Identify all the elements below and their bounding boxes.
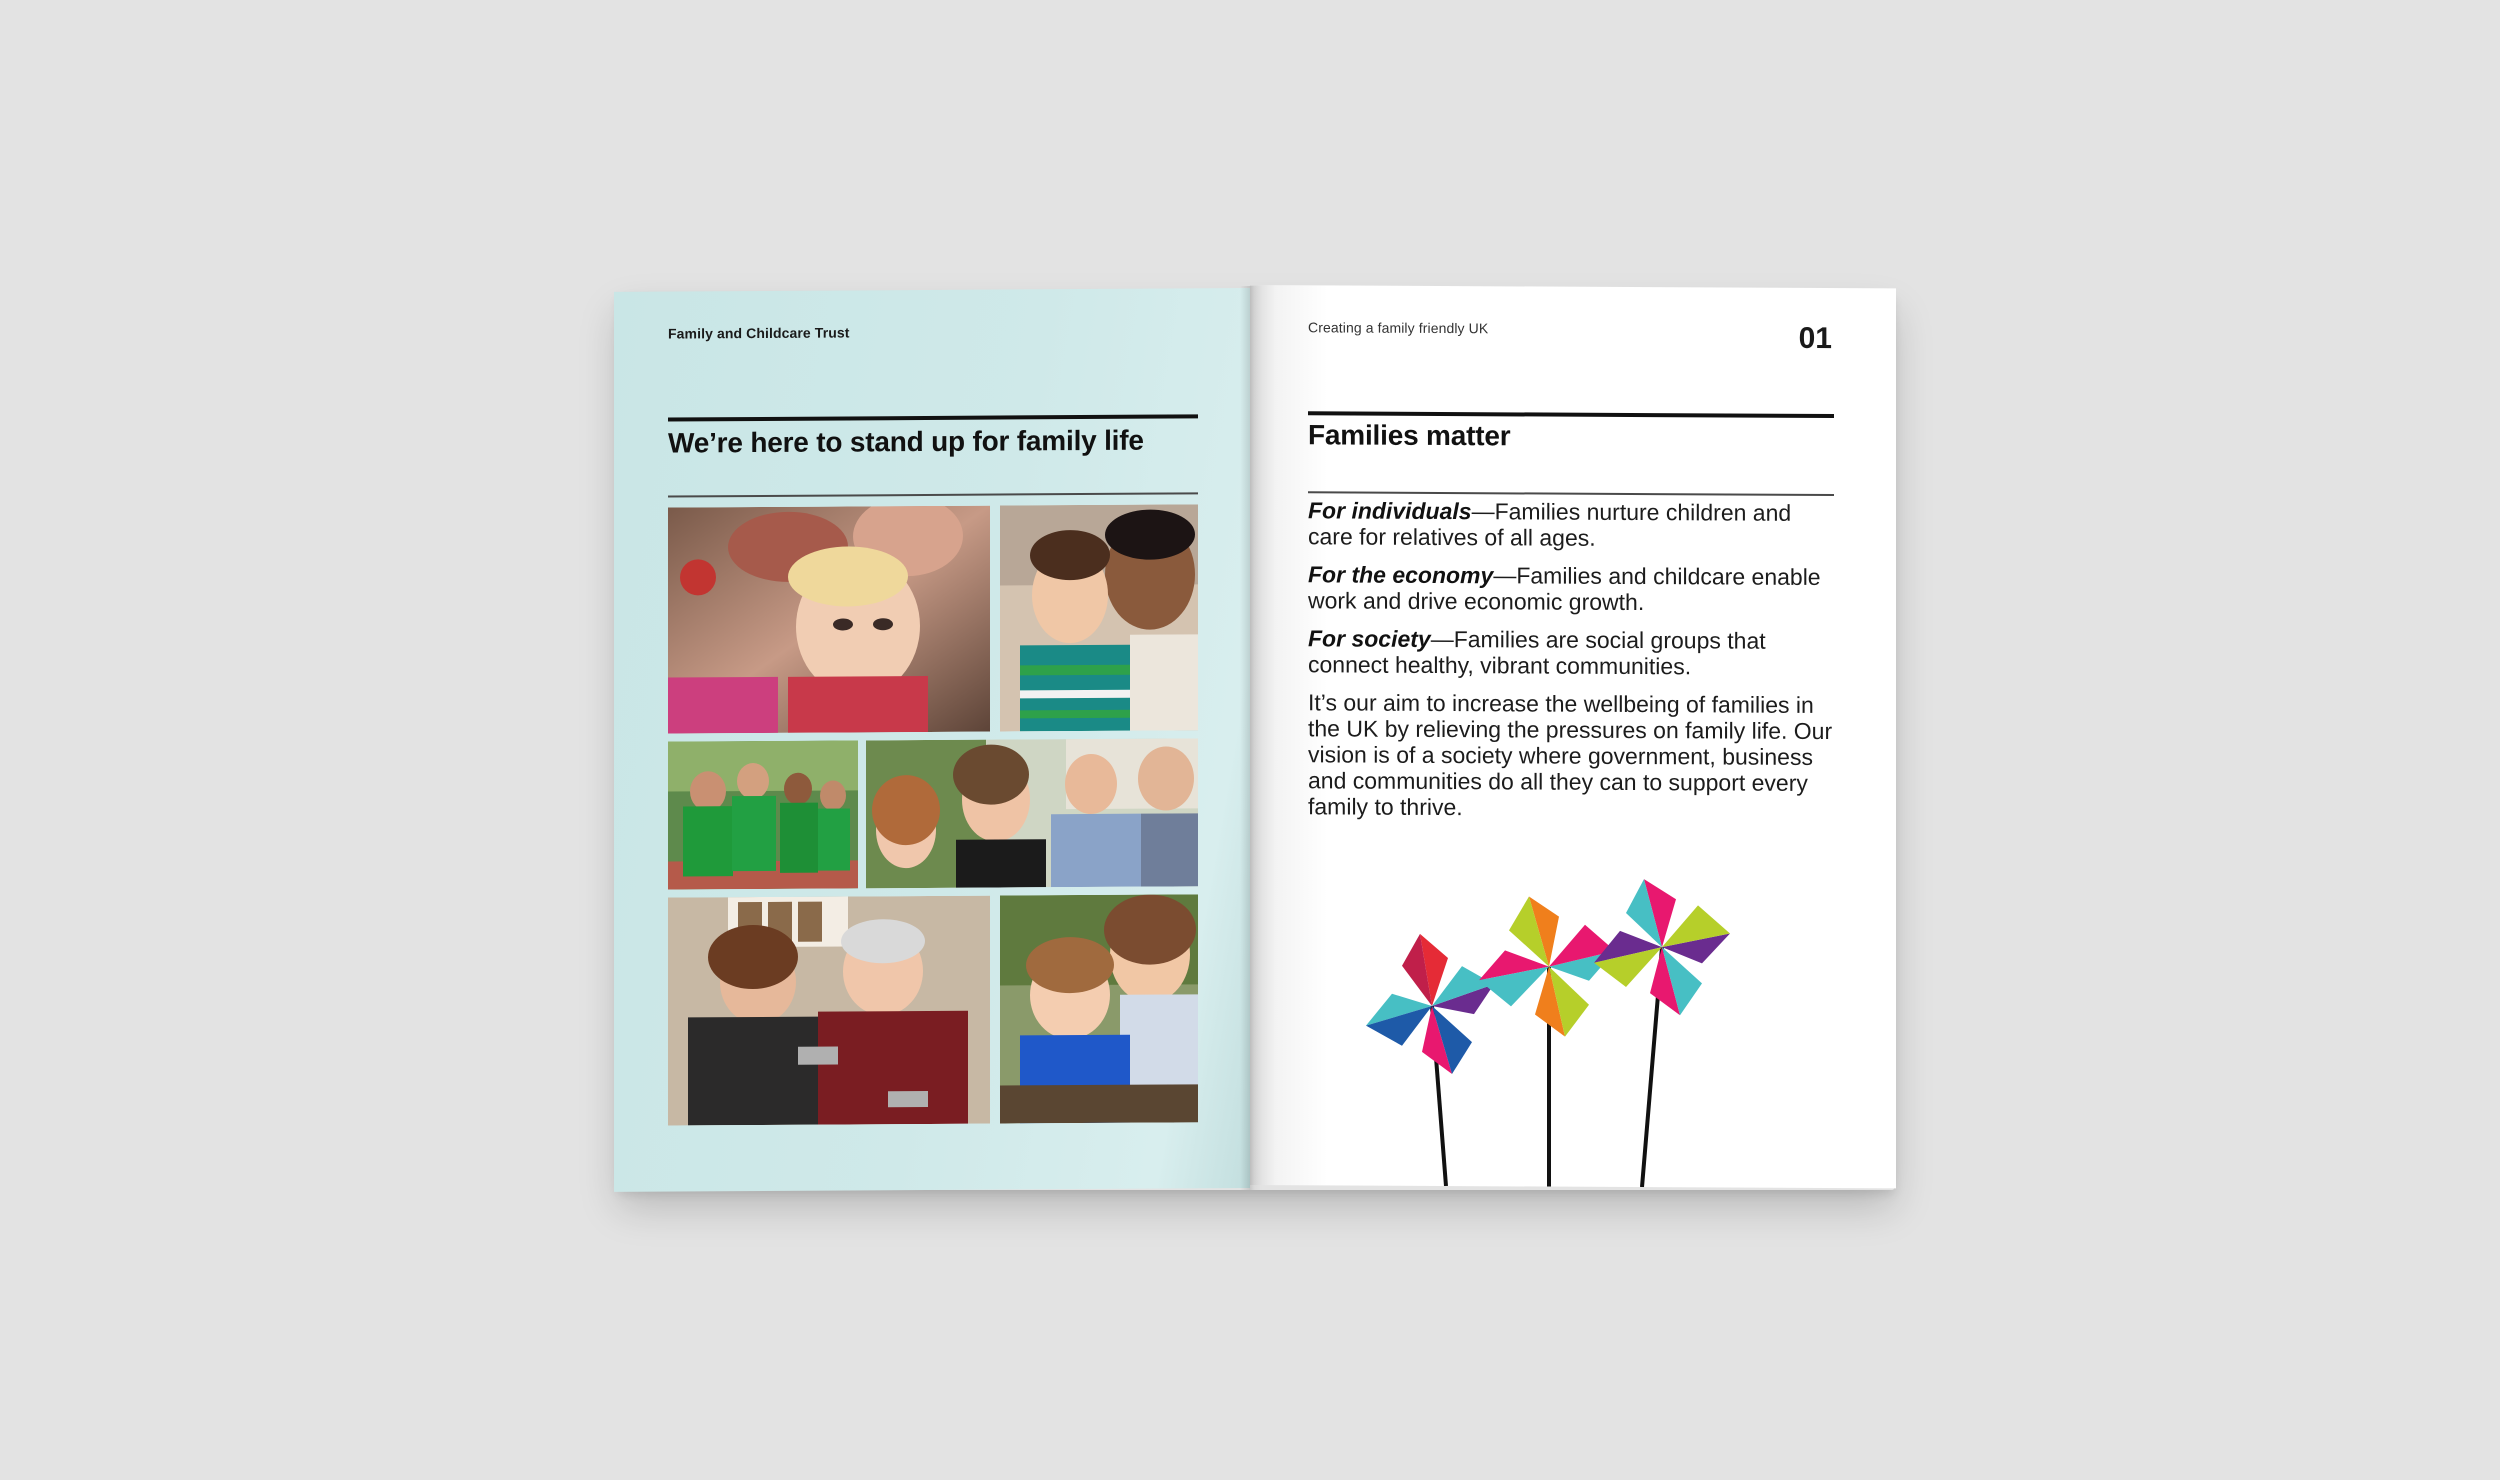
paragraph-economy (1308, 561, 1838, 616)
right-running-head: Creating a family friendly UK (1308, 319, 1489, 337)
pinwheels-illustration (1350, 866, 1770, 1188)
photo-children-in-green-uniforms (668, 740, 858, 889)
lead-economy: For the economy (1308, 561, 1494, 589)
paragraph-society (1308, 625, 1838, 680)
lead-society: For society (1308, 625, 1431, 652)
heading-rule-top (668, 414, 1198, 421)
photo-family-portrait (866, 738, 1198, 888)
heading-rule-top (1308, 411, 1834, 418)
pinwheel-right (1594, 879, 1730, 1016)
text-individuals: —Families nurture children and care for relatives of all ages. (1308, 498, 1792, 551)
pinwheel-middle (1479, 896, 1615, 1037)
spine-gutter (1240, 286, 1262, 1190)
right-page (1250, 285, 1896, 1188)
text-society: —Families are social groups that connect healthy, vibrant communities. (1308, 625, 1766, 680)
heading-rule-bottom (668, 492, 1198, 497)
photo-grid (668, 504, 1198, 1127)
lead-individuals: For individuals (1308, 497, 1472, 525)
left-running-head: Family and Childcare Trust (668, 324, 850, 342)
left-heading: We’re here to stand up for family life (668, 424, 1144, 459)
photo-grandfather-and-grandson-gaming (668, 896, 990, 1126)
heading-rule-bottom (1308, 491, 1834, 496)
photo-mother-and-child-playing (1000, 894, 1198, 1123)
text-economy: —Families and childcare enable work and drive economic growth. (1308, 562, 1821, 616)
paragraph-individuals (1308, 497, 1838, 552)
photo-toddler-and-mothers (668, 506, 990, 734)
page-number: 01 (1798, 321, 1832, 356)
left-page (614, 288, 1250, 1192)
pinwheel-left (1366, 934, 1494, 1075)
right-heading: Families matter (1308, 419, 1511, 452)
paragraph-aim: It’s our aim to increase the wellbeing of families in the UK by relieving the pressures on family life. Our vision is of a society where government, business and communities do all they can to support every family to thrive. (1308, 689, 1833, 821)
body-text (1308, 497, 1838, 834)
photo-father-and-son (1000, 504, 1198, 731)
